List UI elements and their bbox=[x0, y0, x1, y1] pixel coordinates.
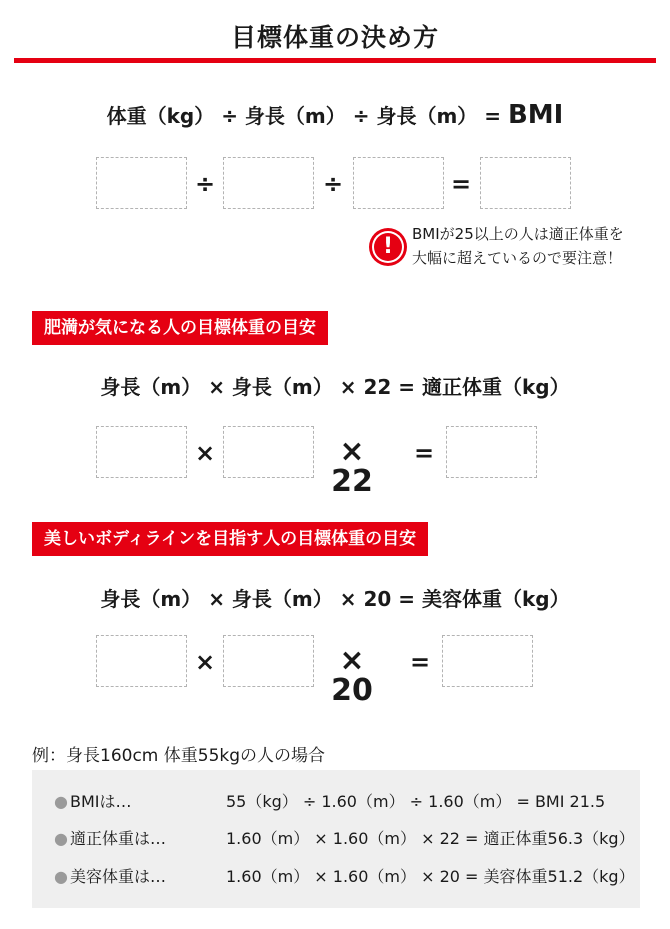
example-row bbox=[32, 862, 640, 892]
bmi-result-box[interactable] bbox=[480, 157, 571, 209]
multiply-22-operator: × 22 bbox=[331, 434, 373, 499]
multiply-operator: × bbox=[194, 648, 216, 676]
divide-operator: ÷ bbox=[194, 170, 216, 198]
multiply-20-operator: × 20 bbox=[331, 643, 373, 708]
title-underline bbox=[14, 58, 656, 63]
bullet-icon: ● bbox=[54, 829, 68, 848]
height-input-box-1[interactable] bbox=[96, 635, 187, 687]
bmi-warning-line: 大幅に超えているので要注意！ bbox=[412, 249, 623, 267]
proper-weight-result-box[interactable] bbox=[446, 426, 537, 478]
example-row-value: 1.60（m） × 1.60（m） × 20 = 美容体重51.2（kg） bbox=[226, 867, 635, 886]
exclamation-icon: ! bbox=[372, 231, 404, 263]
example-heading: 例：身長160cm 体重55kgの人の場合 bbox=[32, 746, 326, 766]
multiply-operator: × bbox=[194, 439, 216, 467]
divide-operator: ÷ bbox=[322, 170, 344, 198]
example-row-label: ● 適正体重は… bbox=[54, 829, 166, 848]
page-title: 目標体重の決め方 bbox=[230, 23, 439, 52]
equals-operator: = bbox=[409, 648, 431, 676]
height-input-box-2[interactable] bbox=[353, 157, 444, 209]
beauty-weight-banner: 美しいボディラインを目指す人の目標体重の目安 bbox=[32, 522, 428, 556]
example-row bbox=[32, 824, 640, 854]
example-row-label: ● 美容体重は… bbox=[54, 867, 166, 886]
bullet-icon: ● bbox=[54, 867, 68, 886]
example-row-value: 1.60（m） × 1.60（m） × 22 = 適正体重56.3（kg） bbox=[226, 829, 635, 848]
beauty-weight-formula: 身長（m） × 身長（m） × 20 = 美容体重（kg） bbox=[100, 587, 570, 611]
weight-input-box[interactable] bbox=[96, 157, 187, 209]
example-row-label: ● BMIは… bbox=[54, 792, 132, 811]
example-row-value: 55（kg） ÷ 1.60（m） ÷ 1.60（m） = BMI 21.5 bbox=[226, 792, 606, 811]
height-input-box-1[interactable] bbox=[96, 426, 187, 478]
equals-operator: = bbox=[450, 170, 472, 198]
example-panel bbox=[32, 770, 640, 908]
height-input-box-2[interactable] bbox=[223, 426, 314, 478]
height-input-box-2[interactable] bbox=[223, 635, 314, 687]
equals-operator: = bbox=[413, 439, 435, 467]
example-row bbox=[32, 787, 640, 817]
bmi-formula-result: BMI bbox=[507, 100, 564, 130]
bmi-warning bbox=[412, 222, 624, 270]
bmi-warning-line: BMIが25以上の人は適正体重を bbox=[412, 225, 624, 243]
bmi-formula-text: 体重（kg） ÷ 身長（m） ÷ 身長（m） = bbox=[106, 104, 508, 128]
proper-weight-banner: 肥満が気になる人の目標体重の目安 bbox=[32, 311, 328, 345]
beauty-weight-result-box[interactable] bbox=[442, 635, 533, 687]
proper-weight-formula: 身長（m） × 身長（m） × 22 = 適正体重（kg） bbox=[100, 375, 570, 399]
height-input-box-1[interactable] bbox=[223, 157, 314, 209]
bmi-formula bbox=[0, 100, 670, 130]
bullet-icon: ● bbox=[54, 792, 68, 811]
